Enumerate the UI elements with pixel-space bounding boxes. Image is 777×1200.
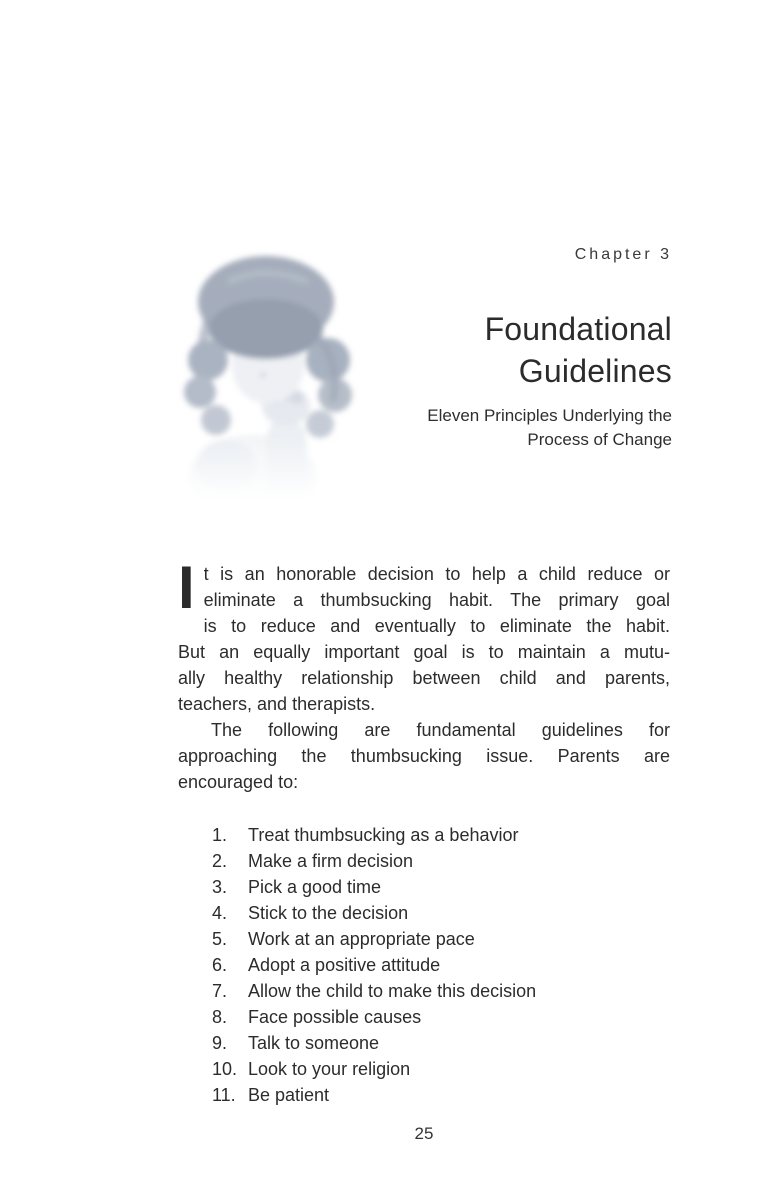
paragraph-1: [178, 554, 670, 717]
list-item-number: 2.: [212, 851, 228, 871]
list-item-number: 10.: [212, 1059, 238, 1079]
list-item-text: Talk to someone: [248, 1033, 380, 1053]
para1-line: ally healthy relationship between child and parents,: [178, 668, 670, 688]
list-item-number: 6.: [212, 955, 228, 975]
list-item-number: 7.: [212, 981, 228, 1001]
list-item-number: 11.: [212, 1085, 236, 1105]
list-item-number: 4.: [212, 903, 228, 923]
list-item: [178, 952, 670, 978]
list-item: [178, 1004, 670, 1030]
page-number: 25: [414, 1124, 434, 1143]
list-item-text: Face possible causes: [248, 1007, 422, 1027]
list-item-number: 1.: [212, 825, 228, 845]
para2-line: encouraged to:: [178, 772, 299, 792]
list-item-text: Work at an appropriate pace: [248, 929, 475, 949]
list-item: [178, 900, 670, 926]
chapter-title: [485, 308, 672, 392]
list-item-text: Allow the child to make this decision: [248, 981, 537, 1001]
list-item-number: 8.: [212, 1007, 228, 1027]
paragraph-2: [178, 717, 670, 795]
chapter-subtitle: [427, 404, 672, 452]
list-item-text: Make a firm decision: [248, 851, 414, 871]
child-thumbsucking-photo: [168, 242, 366, 500]
list-item-text: Look to your religion: [248, 1059, 411, 1079]
list-item: [178, 848, 670, 874]
list-item: [178, 1056, 670, 1082]
list-item: [178, 874, 670, 900]
list-item: [178, 822, 670, 848]
chapter-label: Chapter 3: [574, 246, 672, 263]
list-item-number: 9.: [212, 1033, 228, 1053]
para2-line: The following are fundamental guidelines for: [211, 720, 670, 740]
body-text: [178, 554, 670, 1108]
para1-line: But an equally important goal is to maintain a mutu-: [178, 642, 670, 662]
list-item: [178, 978, 670, 1004]
list-item: [178, 926, 670, 952]
list-item: [178, 1082, 670, 1108]
list-item-text: Adopt a positive attitude: [248, 955, 441, 975]
list-item-text: Stick to the decision: [248, 903, 409, 923]
chapter-title-line-1: Foundational: [484, 311, 672, 347]
para1-line: is to reduce and eventually to eliminate the habit.: [203, 616, 670, 636]
chapter-subtitle-line-1: Eleven Principles Underlying the: [427, 406, 672, 425]
para1-line: teachers, and therapists.: [178, 694, 376, 714]
chapter-title-line-2: Guidelines: [518, 353, 672, 389]
para1-line: t is an honorable decision to help a child reduce or: [203, 564, 670, 584]
chapter-subtitle-line-2: Process of Change: [527, 430, 672, 449]
list-item-text: Be patient: [248, 1085, 330, 1105]
para2-line: approaching the thumbsucking issue. Parents are: [178, 746, 670, 766]
list-item-text: Pick a good time: [248, 877, 382, 897]
guidelines-list: [178, 822, 670, 1108]
list-item-number: 3.: [212, 877, 228, 897]
list-item-number: 5.: [212, 929, 228, 949]
para1-line: eliminate a thumbsucking habit. The primary goal: [203, 590, 670, 610]
list-item: [178, 1030, 670, 1056]
dropcap-I: I: [178, 554, 195, 621]
list-item-text: Treat thumbsucking as a behavior: [248, 825, 519, 845]
